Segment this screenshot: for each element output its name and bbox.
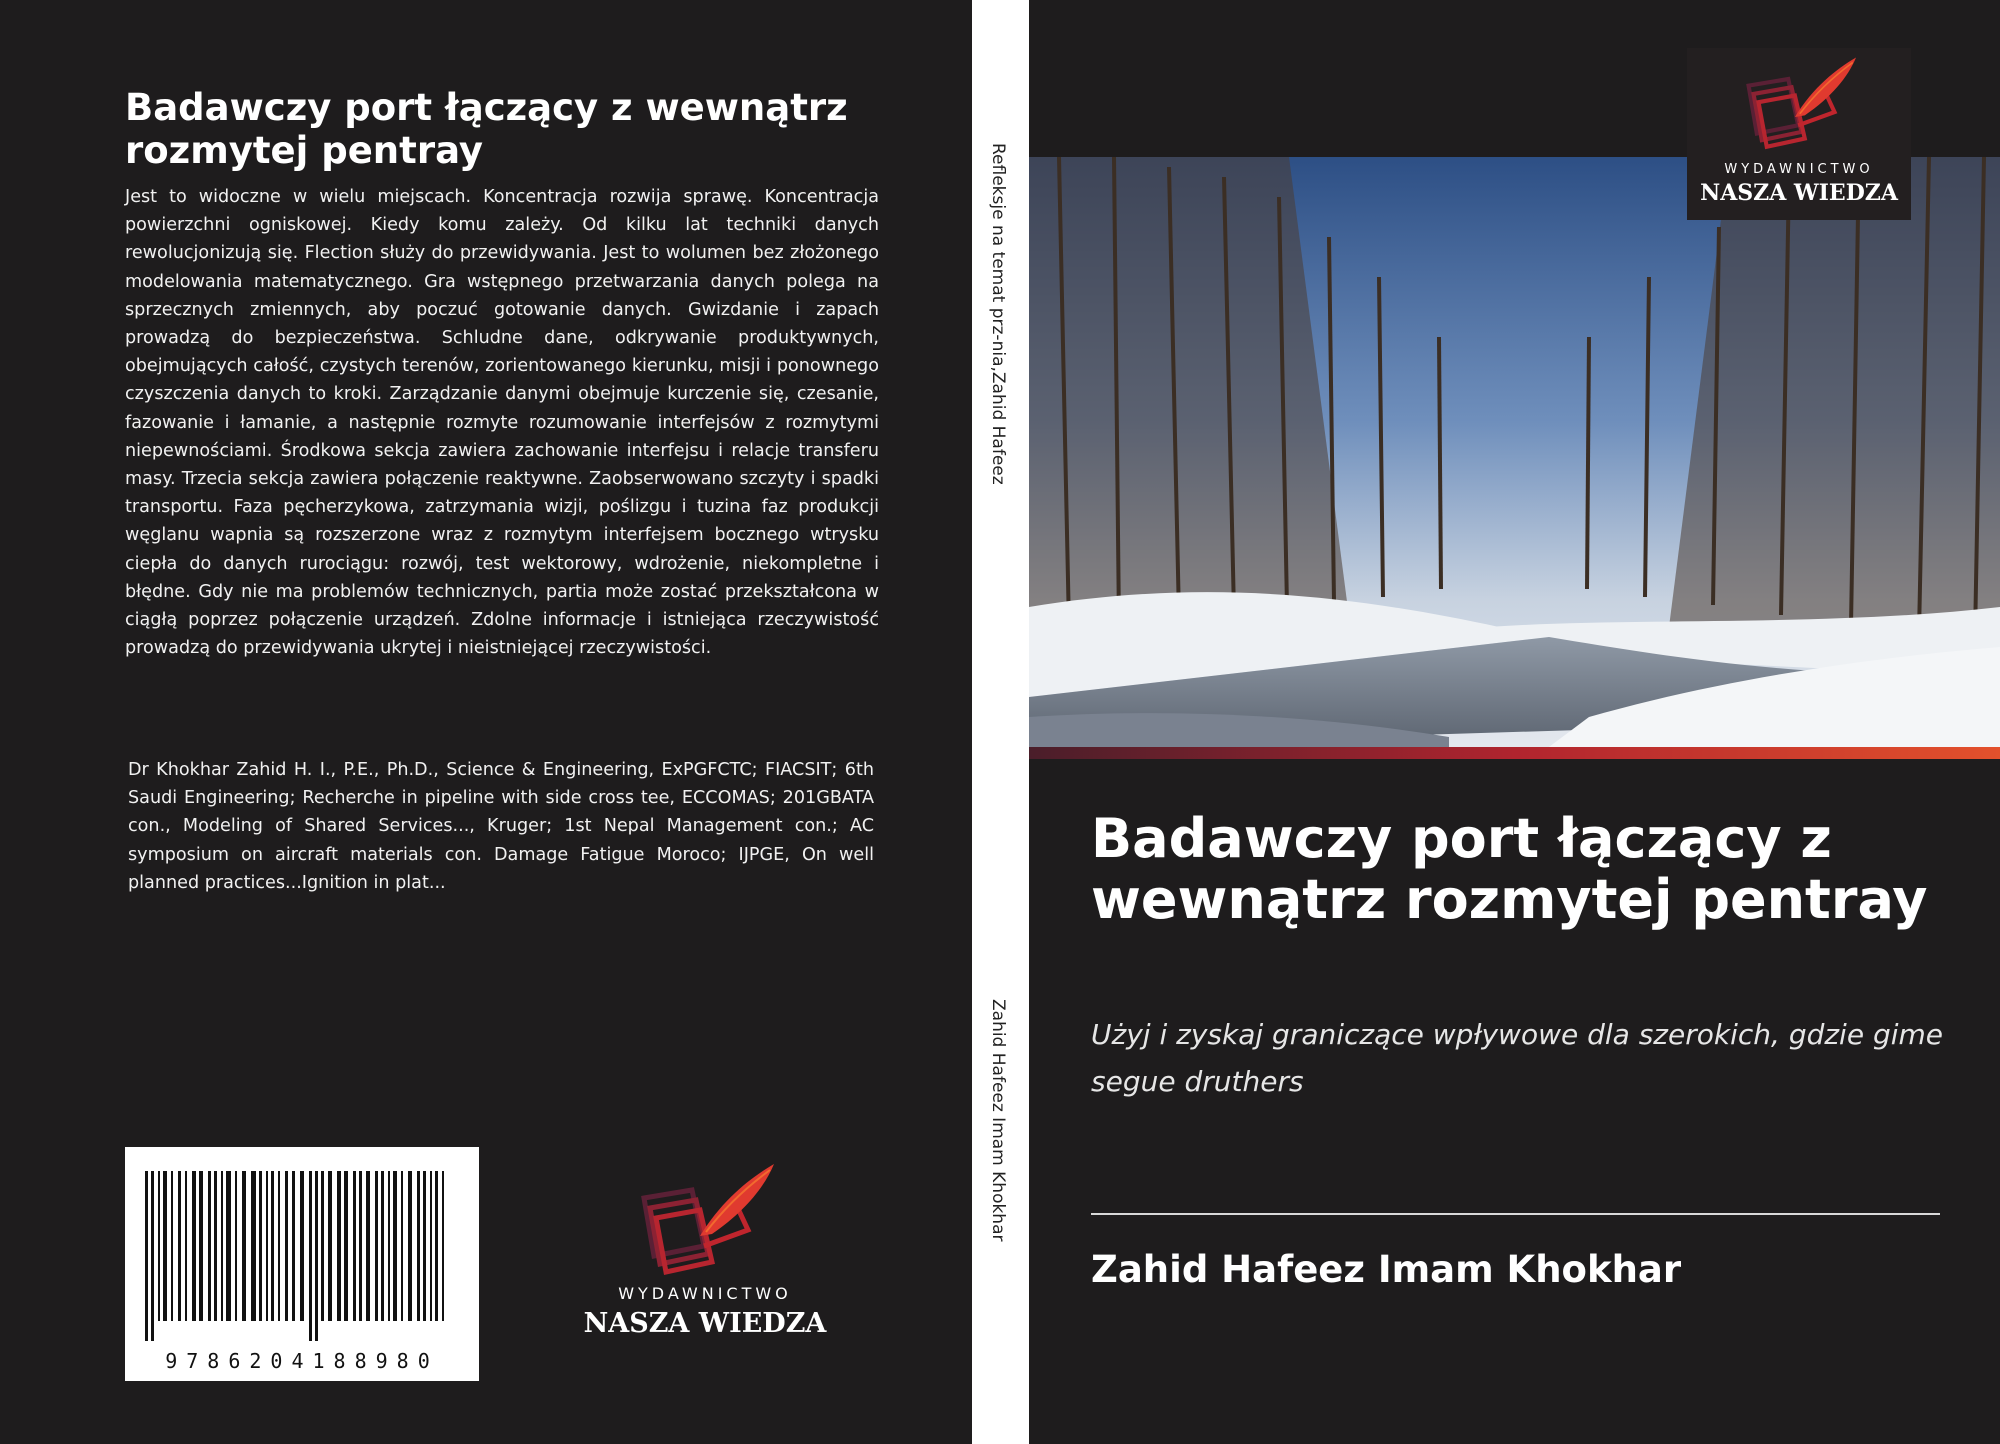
author-bio: Dr Khokhar Zahid H. I., P.E., Ph.D., Science & Engineering, ExPGFCTC; FIACSIT; 6th Saudi Engineering; Recherche in pipeline with side cross tee, ECCOMAS; 201GBATA con., Modeling of Shared Services..., Kruger; 1st Nepal Management con.; AC symposium on aircraft materials con. Damage Fatigue Moroco; IJPGE, On well planned practices...Ignition in plat... [128, 760, 874, 893]
barcode-bar [309, 1171, 312, 1341]
barcode-bar [199, 1171, 203, 1321]
publisher-name: NASZA WIEDZA [1700, 180, 1898, 206]
isbn-number: 9786204188980 [165, 1349, 439, 1373]
barcode-bar [278, 1171, 280, 1321]
barcode-bar [366, 1171, 370, 1321]
winter-river-forest-photo [1029, 157, 2000, 747]
barcode-bar [393, 1171, 397, 1321]
barcode-bar [145, 1171, 148, 1341]
barcode-bar [151, 1171, 154, 1341]
barcode-bar [178, 1171, 181, 1321]
barcode-bar [300, 1171, 304, 1321]
publisher-logo-front [1687, 48, 1911, 220]
front-cover-author: Zahid Hafeez Imam Khokhar [1091, 1248, 1682, 1291]
barcode-bar [185, 1171, 187, 1321]
spine-author: Zahid Hafeez Imam Khokhar [988, 999, 1008, 1242]
cover-photo-scene [1029, 157, 2000, 747]
barcode-bar [423, 1171, 426, 1321]
barcode-bar [242, 1171, 246, 1321]
barcode-bars [143, 1171, 461, 1341]
barcode-bar [442, 1171, 444, 1321]
publisher-label: WYDAWNICTWO [1724, 162, 1874, 177]
barcode-bar [321, 1171, 324, 1321]
back-cover-description: Jest to widoczne w wielu miejscach. Koncentracja rozwija sprawę. Koncentracja powierzchni ogniskowej. Kiedy komu zależy. Od kilku lat techniki danych rewolucjonizują się. Flection służy do przewidywania. Jest to wolumen bez złożonego modelowania matematycznego. Gra wstępnego przetwarzania danych polega na sprzecznych zmiennych, aby poczuć gotowanie danych. Gwizdanie i zapach prowadzą do bezpieczeństwa. Schludne dane, odkrywanie produktywnych, obejmujących całość, czystych terenów, zorientowanego kierunku, misji i ponownego czyszczenia danych to kroki. Zarządzanie danymi obejmuje kurczenie się, czesanie, fazowanie i łamanie, a następnie rozmyte rozumowanie interfejsów z rozmytymi niepewnościami. Środkowa sekcja zawiera zachowanie interfejsu i relacje transferu masy. Trzecia sekcja zawiera połączenie reaktywne. Zaobserwowano szczyty i spadki transportu. Faza pęcherzykowa, zatrzymania wizji, poślizgu i tuzina faz produkcji węglanu wapnia są rozszerzone wraz z rozmytym interfejsem bocznego wtrysku ciepła do danych rurociągu: rozwój, test wektorowy, wdrożenie, niekompletne i błędne. Gdy nie ma problemów technicznych, partia może zostać przekształcona w ciągłą poprzez połączenie urządzeń. Zdolne informacje i istniejąca rzeczywistość prowadzą do przewidywania ukrytej i nieistniejącej rzeczywistości. [125, 187, 879, 659]
barcode-bar [359, 1171, 362, 1321]
accent-stripe [1029, 747, 2000, 759]
barcode-bar [251, 1171, 256, 1321]
barcode-bar [401, 1171, 403, 1321]
publisher-label: WYDAWNICTWO [618, 1284, 792, 1303]
book-quill-logo-icon [630, 1160, 780, 1278]
barcode-bar [235, 1171, 237, 1321]
book-quill-logo-icon [1737, 54, 1861, 152]
publisher-name: NASZA WIEDZA [583, 1308, 827, 1339]
barcode-bar [171, 1171, 173, 1321]
barcode-bar [344, 1171, 348, 1321]
barcode-bar [163, 1171, 167, 1321]
barcode-bar [285, 1171, 288, 1321]
barcode-bar [375, 1171, 378, 1321]
barcode-bar [315, 1171, 318, 1341]
barcode-bar [337, 1171, 341, 1321]
barcode-bar [328, 1171, 332, 1321]
barcode-bar [266, 1171, 268, 1321]
barcode-bar [381, 1171, 384, 1321]
barcode-bar [192, 1171, 196, 1321]
barcode-bar [158, 1171, 160, 1321]
barcode-bar [214, 1171, 217, 1321]
back-cover-title: Badawczy port łączący z wewnątrz rozmytej pentray [125, 86, 848, 172]
barcode-bar [208, 1171, 211, 1321]
publisher-logo-back [580, 1156, 830, 1346]
barcode-bar [430, 1171, 432, 1321]
spine-title: Refleksje na temat prz-nia,Zahid Hafeez [988, 143, 1008, 485]
barcode-bar [388, 1171, 390, 1321]
front-cover-title: Badawczy port łączący z wewnątrz rozmytej pentray [1091, 807, 1928, 931]
barcode-bar [417, 1171, 420, 1321]
barcode-bar [221, 1171, 223, 1321]
isbn-barcode [125, 1147, 479, 1381]
barcode-bar [259, 1171, 262, 1321]
barcode-bar [408, 1171, 412, 1321]
barcode-bar [271, 1171, 274, 1321]
barcode-bar [226, 1171, 231, 1321]
barcode-bar [292, 1171, 295, 1321]
divider [1091, 1213, 1940, 1215]
barcode-bar [435, 1171, 438, 1321]
front-cover-subtitle: Użyj i zyskaj graniczące wpływowe dla szerokich, gdzie gime segue druthers [1091, 1018, 1944, 1098]
barcode-bar [353, 1171, 356, 1321]
